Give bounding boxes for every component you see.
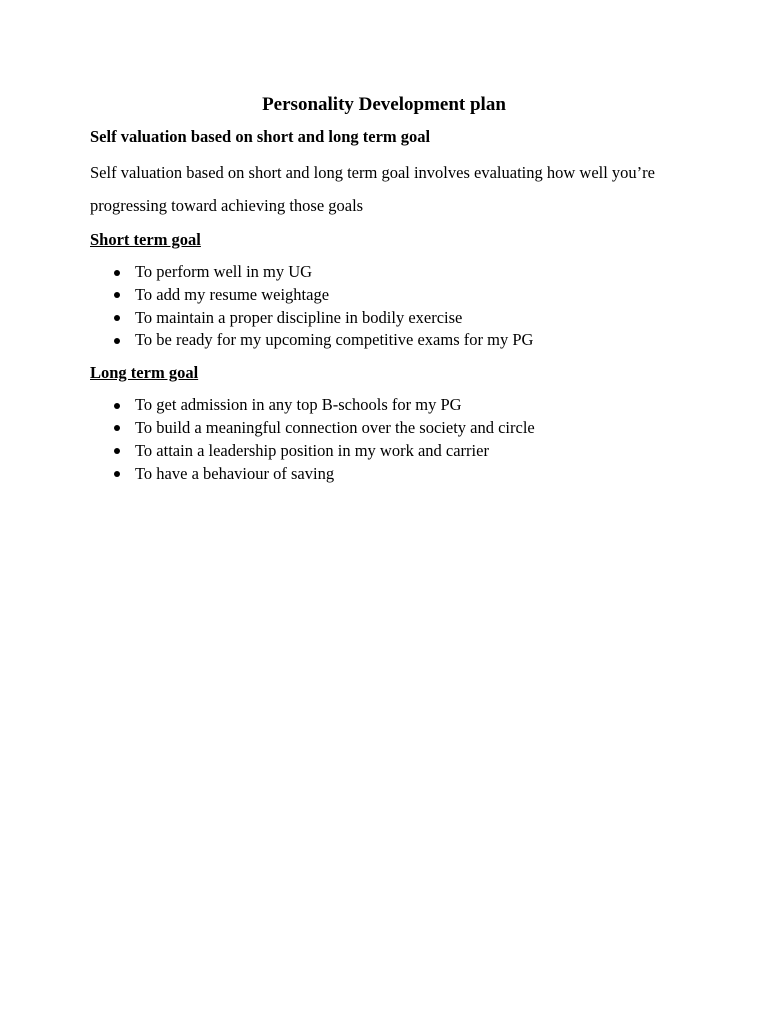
- list-item-text: To maintain a proper discipline in bodily exercise: [135, 307, 463, 327]
- long-term-heading: Long term goal: [90, 363, 199, 383]
- list-item-text: To perform well in my UG: [135, 262, 313, 281]
- list-item: [90, 307, 680, 330]
- list-item: [90, 417, 680, 440]
- list-item-text: To build a meaningful connection over the society and circle: [135, 417, 535, 437]
- bullet-icon: [114, 403, 120, 409]
- list-item: [90, 463, 680, 486]
- document-content: [90, 92, 680, 495]
- bullet-icon: [114, 338, 120, 344]
- document-subtitle: Self valuation based on short and long term goal: [90, 127, 431, 146]
- short-term-list: [90, 261, 680, 352]
- list-item: [90, 284, 680, 307]
- bullet-icon: [114, 448, 120, 454]
- bullet-icon: [114, 471, 120, 477]
- list-item: [90, 394, 680, 417]
- document-title: Personality Development plan: [262, 94, 506, 115]
- list-item-text: To have a behaviour of saving: [135, 463, 335, 483]
- bullet-icon: [114, 270, 120, 276]
- list-item-text: To get admission in any top B-schools for my PG: [135, 395, 462, 415]
- list-item: [90, 440, 680, 463]
- list-item: [90, 329, 680, 352]
- bullet-icon: [114, 315, 120, 321]
- list-item-text: To be ready for my upcoming competitive exams for my PG: [135, 330, 534, 350]
- bullet-icon: [114, 292, 120, 298]
- list-item-text: To attain a leadership position in my work and carrier: [135, 440, 489, 460]
- list-item-text: To add my resume weightage: [135, 284, 330, 304]
- short-term-heading: Short term goal: [90, 230, 201, 249]
- bullet-icon: [114, 425, 120, 431]
- intro-paragraph: Self valuation based on short and long term goal involves evaluating how well you’re progressing toward achieving those goals: [90, 163, 655, 215]
- long-term-list: [90, 394, 680, 485]
- list-item: [90, 261, 680, 284]
